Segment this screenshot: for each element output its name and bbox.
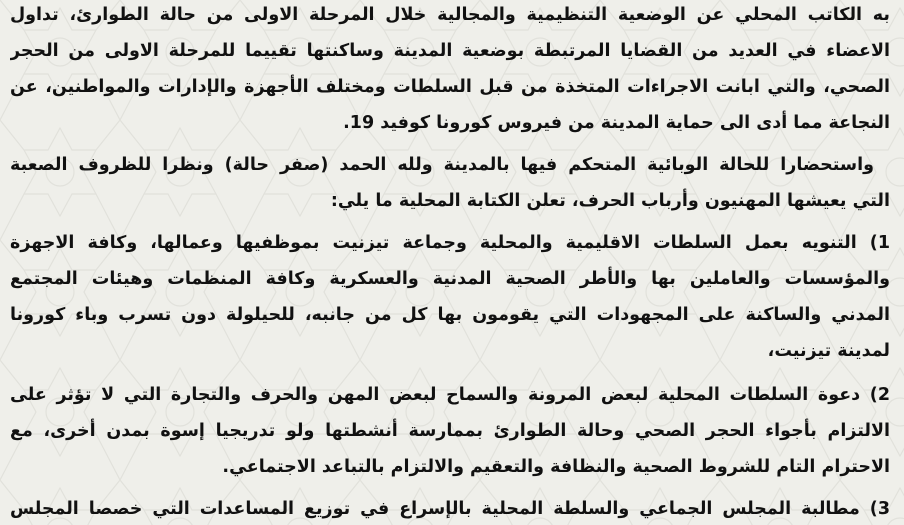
item-3-line-1: 3) مطالبة المجلس الجماعي والسلطة المحلية بالإسراع في توزيع المساعدات التي خصصا المجلس <box>10 499 890 519</box>
item-1-line-3: المدني والساكنة على المجهودات التي يقومون بها كل من جانبه، للحيلولة دون تسرب وباء كورونا <box>10 305 890 325</box>
item-1-line-2: والمؤسسات والعاملين بها والأطر الصحية المدنية والعسكرية وكافة المنظمات وهيئات المجتمع <box>10 269 890 289</box>
item-2-line-3: الاحترام التام للشروط الصحية والنظافة والتعقيم والالتزام بالتباعد الاجتماعي. <box>222 457 890 477</box>
item-2-line-1: 2) دعوة السلطات المحلية لبعض المرونة والسماح لبعض المهن والحرف والتجارة التي لا تؤثر على <box>10 385 890 405</box>
item-2-line-2: الالتزام بأجواء الحجر الصحي وحالة الطوارئ بممارسة أنشطتها ولو تدريجيا إسوة بمدن أخرى، مع <box>10 421 890 441</box>
paragraph-1-line-2: الاعضاء في العديد من القضايا المرتبطة بوضعية المدينة وساكنتها تقييما للمرحلة الاولى من الحجر <box>10 41 890 61</box>
item-1-line-1: 1) التنويه بعمل السلطات الاقليمية والمحلية وجماعة تيزنيت بموظفيها وعمالها، وكافة الاجهزة <box>10 233 890 253</box>
paragraph-1-line-1: به الكاتب المحلي عن الوضعية التنظيمية والمجالية خلال المرحلة الاولى من حالة الطوارئ، تداول <box>10 5 890 25</box>
paragraph-1-line-3: الصحي، والتي ابانت الاجراءات المتخذة من قبل السلطات ومختلف الأجهزة والإدارات والمواطنين، عن <box>10 77 890 97</box>
paragraph-1-line-4: النجاعة مما أدى الى حماية المدينة من فيروس كورونا كوفيد 19. <box>343 113 890 133</box>
paragraph-2-line-2: التي يعيشها المهنيون وأرباب الحرف، تعلن الكتابة المحلية ما يلي: <box>330 191 890 211</box>
item-1-line-4: لمدينة تيزنيت، <box>767 341 890 361</box>
paragraph-2-line-1: واستحضارا للحالة الوبائية المتحكم فيها بالمدينة ولله الحمد (صفر حالة) ونظرا للظروف الصعبة <box>10 155 874 175</box>
